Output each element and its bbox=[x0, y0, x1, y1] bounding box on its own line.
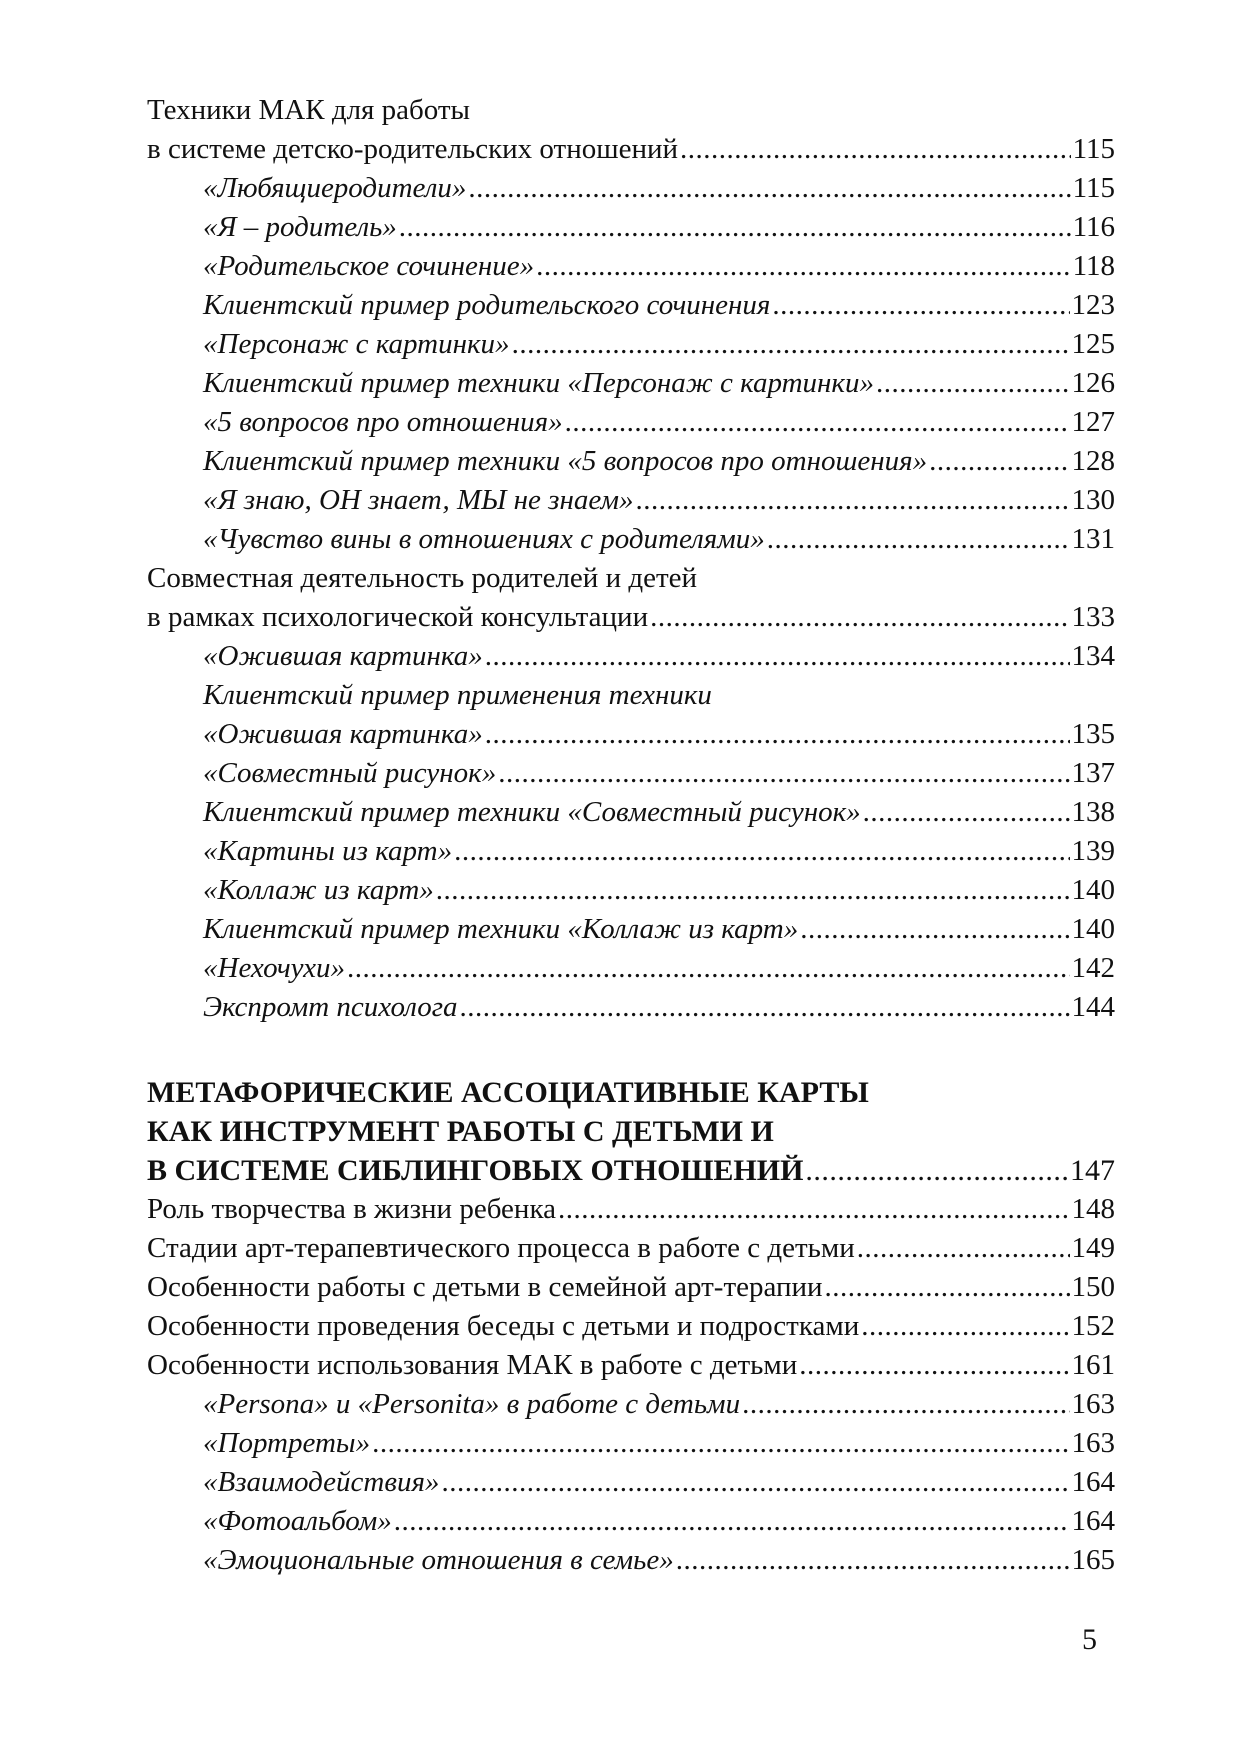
dot-leader bbox=[347, 949, 1069, 988]
toc-page-number: 150 bbox=[1071, 1271, 1115, 1303]
dot-leader bbox=[680, 130, 1071, 169]
toc-subentry-text: «Портреты» bbox=[203, 1427, 371, 1459]
toc-section-heading bbox=[147, 91, 1115, 130]
toc-page-number: 134 bbox=[1071, 640, 1115, 672]
toc-page-number: 131 bbox=[1071, 523, 1115, 555]
dot-leader bbox=[436, 871, 1070, 910]
toc-page-number: 165 bbox=[1071, 1544, 1115, 1576]
toc-subentry-list bbox=[147, 754, 1115, 1027]
toc-page-number: 144 bbox=[1071, 991, 1115, 1023]
toc-heading-text: Совместная деятельность родителей и детей bbox=[147, 562, 698, 594]
toc-entry-text: в системе детско-родительских отношений bbox=[147, 133, 679, 165]
toc-entry[interactable] bbox=[147, 130, 1115, 169]
toc-page-number: 116 bbox=[1072, 211, 1115, 243]
toc-page-number: 163 bbox=[1071, 1427, 1115, 1459]
dot-leader bbox=[394, 1502, 1070, 1541]
dot-leader bbox=[512, 325, 1070, 364]
toc-subentry[interactable] bbox=[147, 169, 1115, 208]
toc-entry[interactable] bbox=[147, 1268, 1115, 1307]
dot-leader bbox=[767, 520, 1070, 559]
toc-entry-list bbox=[147, 1190, 1115, 1385]
toc-entry[interactable] bbox=[147, 1190, 1115, 1229]
toc-entry[interactable] bbox=[147, 1229, 1115, 1268]
toc-subentry-text: «Любящиеродители» bbox=[203, 172, 467, 204]
toc-page-number: 130 bbox=[1071, 484, 1115, 516]
toc-subentry[interactable] bbox=[147, 949, 1115, 988]
dot-leader bbox=[565, 403, 1070, 442]
toc-subentry-text: «Картины из карт» bbox=[203, 835, 453, 867]
toc-entry[interactable] bbox=[147, 598, 1115, 637]
toc-subentry-text: Клиентский пример применения техники bbox=[203, 679, 712, 711]
dot-leader bbox=[558, 1190, 1070, 1229]
chapter-title-line bbox=[147, 1112, 1115, 1151]
toc-entry-text: Особенности работы с детьми в семейной арт-терапии bbox=[147, 1271, 823, 1303]
toc-subentry[interactable] bbox=[147, 286, 1115, 325]
toc-subentry-text: «Фотоальбом» bbox=[203, 1505, 392, 1537]
toc-subentry[interactable] bbox=[147, 208, 1115, 247]
toc-entry-text: Особенности проведения беседы с детьми и подростками bbox=[147, 1310, 860, 1342]
toc-page-number: 115 bbox=[1072, 172, 1115, 204]
table-of-contents bbox=[147, 91, 1115, 1580]
toc-page-number: 164 bbox=[1071, 1505, 1115, 1537]
toc-subentry-text: «5 вопросов про отношения» bbox=[203, 406, 563, 438]
chapter-title-line bbox=[147, 1073, 1115, 1112]
toc-subentry[interactable] bbox=[147, 988, 1115, 1027]
toc-subentry[interactable] bbox=[147, 754, 1115, 793]
toc-page-number: 147 bbox=[1070, 1154, 1115, 1187]
dot-leader bbox=[454, 832, 1069, 871]
toc-subentry-text: «Персонаж с картинки» bbox=[203, 328, 510, 360]
toc-subentry[interactable] bbox=[147, 403, 1115, 442]
toc-page-number: 139 bbox=[1071, 835, 1115, 867]
toc-entry-text: Особенности использования МАК в работе с детьми bbox=[147, 1349, 798, 1381]
toc-subentry[interactable] bbox=[147, 1385, 1115, 1424]
toc-page-number: 142 bbox=[1071, 952, 1115, 984]
toc-entry[interactable] bbox=[147, 1307, 1115, 1346]
toc-subentry[interactable] bbox=[147, 325, 1115, 364]
toc-subentry[interactable] bbox=[147, 1541, 1115, 1580]
toc-heading-text: Техники МАК для работы bbox=[147, 94, 471, 126]
toc-subentry-text: «Родительское сочинение» bbox=[203, 250, 535, 282]
toc-subentry-text: Клиентский пример техники «Совместный рисунок» bbox=[203, 796, 861, 828]
toc-page-number: 115 bbox=[1072, 133, 1115, 165]
toc-subentry[interactable] bbox=[147, 1463, 1115, 1502]
toc-subentry[interactable] bbox=[147, 481, 1115, 520]
dot-leader bbox=[857, 1229, 1070, 1268]
dot-leader bbox=[876, 364, 1070, 403]
toc-subentry[interactable] bbox=[147, 871, 1115, 910]
toc-entry[interactable] bbox=[147, 1346, 1115, 1385]
toc-subentry-text: «Я знаю, ОН знает, МЫ не знаем» bbox=[203, 484, 634, 516]
toc-page-number: 126 bbox=[1071, 367, 1115, 399]
dot-leader bbox=[742, 1385, 1069, 1424]
toc-subentry-text: «Нехочухи» bbox=[203, 952, 346, 984]
toc-subentry-text: «Эмоциональные отношения в семье» bbox=[203, 1544, 674, 1576]
dot-leader bbox=[468, 169, 1070, 208]
dot-leader bbox=[372, 1424, 1069, 1463]
toc-page-number: 164 bbox=[1071, 1466, 1115, 1498]
dot-leader bbox=[399, 208, 1071, 247]
dot-leader bbox=[650, 598, 1069, 637]
toc-page-number: 135 bbox=[1071, 718, 1115, 750]
toc-subentry-list bbox=[147, 169, 1115, 559]
toc-subentry-text: Клиентский пример техники «5 вопросов про отношения» bbox=[203, 445, 928, 477]
dot-leader bbox=[441, 1463, 1069, 1502]
toc-subentry[interactable] bbox=[147, 520, 1115, 559]
toc-page-number: 133 bbox=[1071, 601, 1115, 633]
toc-subentry[interactable] bbox=[147, 637, 1115, 676]
toc-entry-text: Стадии арт-терапевтического процесса в работе с детьми bbox=[147, 1232, 855, 1264]
toc-subentry[interactable] bbox=[147, 832, 1115, 871]
toc-subentry-text: «Взаимодействия» bbox=[203, 1466, 440, 1498]
toc-subentry[interactable] bbox=[147, 793, 1115, 832]
toc-subentry[interactable] bbox=[147, 1502, 1115, 1541]
toc-page-number: 137 bbox=[1071, 757, 1115, 789]
toc-page-number: 123 bbox=[1071, 289, 1115, 321]
dot-leader bbox=[929, 442, 1069, 481]
dot-leader bbox=[799, 1346, 1069, 1385]
toc-subentry-list bbox=[147, 1385, 1115, 1580]
toc-subentry-text: «Ожившая картинка» bbox=[203, 640, 483, 672]
toc-entry-text: Роль творчества в жизни ребенка bbox=[147, 1193, 556, 1225]
dot-leader bbox=[636, 481, 1070, 520]
toc-subentry-text: Клиентский пример техники «Коллаж из карт» bbox=[203, 913, 799, 945]
toc-subentry-text: Экспромт психолога bbox=[203, 991, 458, 1023]
dot-leader bbox=[485, 715, 1070, 754]
toc-subentry-text: «Чувство вины в отношениях с родителями» bbox=[203, 523, 765, 555]
toc-subentry-text: «Коллаж из карт» bbox=[203, 874, 434, 906]
toc-subentry-text: «Я – родитель» bbox=[203, 211, 397, 243]
toc-subentry-heading bbox=[147, 676, 1115, 715]
toc-subentry-text: «Persona» и «Personita» в работе с детьми bbox=[203, 1388, 741, 1420]
toc-subentry[interactable] bbox=[147, 910, 1115, 949]
chapter-title-text: В СИСТЕМЕ СИБЛИНГОВЫХ ОТНОШЕНИЙ bbox=[147, 1154, 804, 1187]
dot-leader bbox=[536, 247, 1070, 286]
toc-page-number: 163 bbox=[1071, 1388, 1115, 1420]
toc-subentry-text: «Ожившая картинка» bbox=[203, 718, 483, 750]
toc-subentry-text: «Совместный рисунок» bbox=[203, 757, 497, 789]
toc-subentry-list bbox=[147, 637, 1115, 676]
dot-leader bbox=[772, 286, 1069, 325]
toc-entry-text: в рамках психологической консультации bbox=[147, 601, 649, 633]
chapter-title-text: КАК ИНСТРУМЕНТ РАБОТЫ С ДЕТЬМИ И bbox=[147, 1115, 774, 1148]
toc-section-heading bbox=[147, 559, 1115, 598]
toc-page-number: 148 bbox=[1071, 1193, 1115, 1225]
toc-subentry[interactable] bbox=[147, 442, 1115, 481]
toc-page-number: 161 bbox=[1071, 1349, 1115, 1381]
dot-leader bbox=[805, 1151, 1068, 1190]
dot-leader bbox=[863, 793, 1070, 832]
toc-page-number: 127 bbox=[1071, 406, 1115, 438]
section-spacer bbox=[147, 1027, 1115, 1073]
dot-leader bbox=[825, 1268, 1070, 1307]
toc-subentry[interactable] bbox=[147, 1424, 1115, 1463]
toc-page-number: 138 bbox=[1071, 796, 1115, 828]
toc-subentry-text: Клиентский пример техники «Персонаж с картинки» bbox=[203, 367, 874, 399]
dot-leader bbox=[498, 754, 1069, 793]
toc-subentry[interactable] bbox=[147, 247, 1115, 286]
toc-page-number: 140 bbox=[1071, 874, 1115, 906]
page-number: 5 bbox=[1082, 1623, 1097, 1656]
toc-page-number: 152 bbox=[1071, 1310, 1115, 1342]
toc-subentry[interactable] bbox=[147, 715, 1115, 754]
dot-leader bbox=[676, 1541, 1070, 1580]
chapter-title-text: МЕТАФОРИЧЕСКИЕ АССОЦИАТИВНЫЕ КАРТЫ bbox=[147, 1076, 869, 1109]
dot-leader bbox=[485, 637, 1070, 676]
toc-page-number: 125 bbox=[1071, 328, 1115, 360]
chapter-entry[interactable] bbox=[147, 1151, 1115, 1190]
toc-page-number: 149 bbox=[1071, 1232, 1115, 1264]
dot-leader bbox=[861, 1307, 1069, 1346]
toc-subentry[interactable] bbox=[147, 364, 1115, 403]
dot-leader bbox=[800, 910, 1069, 949]
toc-page-number: 128 bbox=[1071, 445, 1115, 477]
toc-page-number: 118 bbox=[1072, 250, 1115, 282]
dot-leader bbox=[460, 988, 1070, 1027]
toc-subentry-text: Клиентский пример родительского сочинения bbox=[203, 289, 771, 321]
toc-page-number: 140 bbox=[1071, 913, 1115, 945]
